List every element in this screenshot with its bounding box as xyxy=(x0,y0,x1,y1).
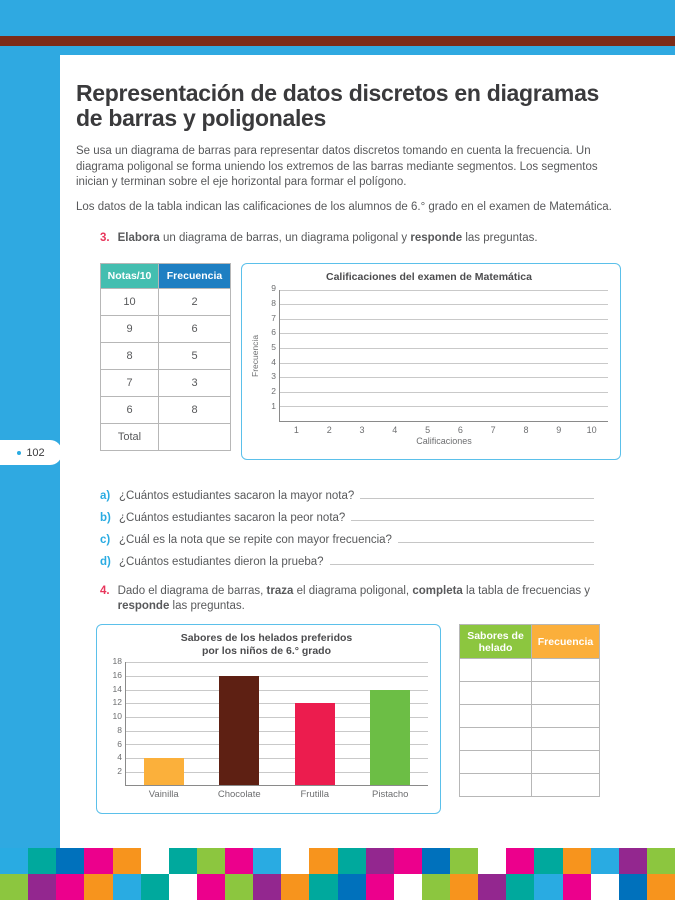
category-label: Chocolate xyxy=(217,789,261,801)
y-tick-label: 8 xyxy=(117,724,122,735)
mosaic-tile xyxy=(450,874,478,900)
grades-chart-y-ticks xyxy=(263,283,279,422)
y-tick-label: 14 xyxy=(112,683,122,694)
gridline xyxy=(280,363,608,364)
mosaic-tile xyxy=(619,874,647,900)
mosaic-tile xyxy=(506,848,534,874)
x-tick-label: 10 xyxy=(586,424,597,435)
page-title-line1: Representación de datos discretos en diagramas xyxy=(76,80,600,106)
mosaic-tile xyxy=(534,848,562,874)
grades-chart-title: Calificaciones del examen de Matemática xyxy=(325,270,532,283)
grades-chart-grid xyxy=(279,290,608,422)
text-segment: completa xyxy=(412,584,463,597)
gridline xyxy=(280,304,608,305)
exercise-3-instruction xyxy=(118,231,538,246)
gridline xyxy=(280,290,608,291)
x-tick-label: 2 xyxy=(326,424,332,435)
table-cell xyxy=(460,659,532,682)
grades-section xyxy=(100,263,659,460)
mosaic-tile xyxy=(591,874,619,900)
exercise-3-number: 3. xyxy=(100,232,110,245)
table-header-row xyxy=(101,263,231,288)
table-cell: 5 xyxy=(159,342,231,369)
text-segment: un diagrama de barras, un diagrama poligonal y xyxy=(159,232,411,245)
mosaic-tile xyxy=(450,848,478,874)
flavors-table-row xyxy=(460,659,600,682)
mosaic-tile xyxy=(28,848,56,874)
flavors-chart-y-ticks xyxy=(105,655,125,786)
exercise-4 xyxy=(100,584,659,615)
flavors-chart-title-line1: Sabores de los helados preferidos xyxy=(180,632,353,645)
y-tick-label: 18 xyxy=(112,655,122,666)
table-cell: 9 xyxy=(101,315,159,342)
mosaic-tile xyxy=(506,874,534,900)
grades-table xyxy=(100,263,231,451)
category-label: Frutilla xyxy=(300,789,329,801)
table-cell: 8 xyxy=(159,396,231,423)
answer-line xyxy=(360,498,594,499)
y-tick-label: 10 xyxy=(112,711,122,722)
grades-table-row xyxy=(101,315,231,342)
mosaic-tile xyxy=(309,874,337,900)
grades-table-row xyxy=(101,396,231,423)
table-header-row xyxy=(460,625,600,659)
x-tick-label: 4 xyxy=(392,424,398,435)
mosaic-tile xyxy=(394,848,422,874)
mosaic-tile xyxy=(141,848,169,874)
category-label: Vainilla xyxy=(148,789,179,801)
mosaic-tile xyxy=(309,848,337,874)
bar-vainilla xyxy=(144,758,184,785)
grades-table-row xyxy=(101,288,231,315)
x-tick-label: 6 xyxy=(457,424,463,435)
mosaic-tile xyxy=(422,848,450,874)
question-text: ¿Cuántos estudiantes sacaron la mayor nota? xyxy=(119,489,355,502)
mosaic-tile xyxy=(56,874,84,900)
mosaic-tile xyxy=(281,848,309,874)
grades-chart xyxy=(241,263,621,460)
flavors-chart xyxy=(96,624,441,814)
gridline xyxy=(280,392,608,393)
gridline xyxy=(280,348,608,349)
y-tick-label: 5 xyxy=(271,341,276,352)
table-header-cell: Frecuencia xyxy=(159,263,231,288)
mosaic-tile xyxy=(28,874,56,900)
text-segment: las preguntas. xyxy=(462,232,538,245)
question-letter: b) xyxy=(100,511,111,524)
x-tick-label: 5 xyxy=(425,424,431,435)
mosaic-tile xyxy=(478,874,506,900)
x-tick-label: 1 xyxy=(293,424,299,435)
text-segment: Elabora xyxy=(117,232,160,245)
text-segment: responde xyxy=(117,599,170,612)
mosaic-tile xyxy=(563,874,591,900)
table-cell: 8 xyxy=(101,342,159,369)
text-segment: Dado el diagrama de barras, xyxy=(117,584,267,597)
page-tab-dot-icon xyxy=(17,451,21,455)
question-text: ¿Cuántos estudiantes dieron la prueba? xyxy=(119,555,324,568)
mosaic-tile xyxy=(366,848,394,874)
mosaic-tile xyxy=(197,848,225,874)
table-cell xyxy=(532,728,600,751)
mosaic-tile xyxy=(253,848,281,874)
mosaic-row xyxy=(0,848,675,874)
mosaic-tile xyxy=(534,874,562,900)
mosaic-tile xyxy=(84,848,112,874)
gridline xyxy=(280,406,608,407)
mosaic-tile xyxy=(338,874,366,900)
y-tick-label: 4 xyxy=(117,752,122,763)
flavors-table-row xyxy=(460,751,600,774)
y-tick-label: 6 xyxy=(117,738,122,749)
mosaic-tile xyxy=(56,848,84,874)
bar-pistacho xyxy=(370,690,410,786)
table-cell xyxy=(532,705,600,728)
table-cell: 6 xyxy=(101,396,159,423)
mosaic-tile xyxy=(619,848,647,874)
flavors-table-row xyxy=(460,705,600,728)
page-title-line2: de barras y poligonales xyxy=(76,104,327,131)
question-letter: c) xyxy=(100,533,111,546)
bar-slot xyxy=(353,662,429,785)
flavors-chart-bars xyxy=(126,662,428,785)
text-segment: responde xyxy=(410,232,463,245)
table-cell: Total xyxy=(101,423,159,450)
table-cell xyxy=(460,728,532,751)
category-label: Pistacho xyxy=(372,789,409,801)
y-tick-label: 6 xyxy=(271,327,276,338)
table-cell xyxy=(460,774,532,797)
mosaic-tile xyxy=(563,848,591,874)
gridline xyxy=(280,377,608,378)
page-title xyxy=(76,81,659,130)
table-cell xyxy=(532,751,600,774)
text-segment: traza xyxy=(266,584,294,597)
mosaic-tile xyxy=(84,874,112,900)
text-segment: las preguntas. xyxy=(169,599,245,612)
table-cell: 3 xyxy=(159,369,231,396)
question-letter: d) xyxy=(100,555,111,568)
table-cell: 10 xyxy=(101,288,159,315)
y-tick-label: 3 xyxy=(271,371,276,382)
mosaic-tile xyxy=(225,848,253,874)
mosaic-tile xyxy=(141,874,169,900)
bar-slot xyxy=(277,662,353,785)
exercise-3 xyxy=(100,231,659,246)
table-cell xyxy=(532,774,600,797)
flavors-chart-plot-area xyxy=(105,655,428,786)
answer-line xyxy=(398,542,594,543)
gridline xyxy=(280,319,608,320)
flavors-chart-title-line2: por los niños de 6.° grado xyxy=(201,645,332,658)
table-cell: 7 xyxy=(101,369,159,396)
mosaic-tile xyxy=(338,848,366,874)
y-tick-label: 2 xyxy=(117,766,122,777)
question-text: ¿Cuál es la nota que se repite con mayor frecuencia? xyxy=(119,533,392,546)
flavors-chart-category-labels xyxy=(126,789,428,800)
grades-chart-x-ticks xyxy=(280,425,608,435)
exercise-4-instruction xyxy=(118,584,616,615)
page-number: 102 xyxy=(26,446,45,459)
table-cell xyxy=(460,751,532,774)
table-header-cell: Sabores de helado xyxy=(460,625,532,659)
y-tick-label: 4 xyxy=(271,356,276,367)
table-cell xyxy=(460,682,532,705)
table-header-cell: Notas/10 xyxy=(101,263,159,288)
grades-chart-plot-area xyxy=(250,283,608,422)
y-tick-label: 1 xyxy=(271,400,276,411)
text-segment: la tabla de frecuencias y xyxy=(462,584,591,597)
page-number-tab xyxy=(0,440,62,465)
y-tick-label: 2 xyxy=(271,385,276,396)
x-tick-label: 8 xyxy=(523,424,529,435)
mosaic-tile xyxy=(197,874,225,900)
question-letter: a) xyxy=(100,489,111,502)
bar-slot xyxy=(126,662,202,785)
questions-list xyxy=(100,480,596,568)
intro-paragraph-1: Se usa un diagrama de barras para representar datos discretos tomando en cuenta la frecuencia. Un diagrama poligonal se forma uniendo los extremos de las barras mediante segmentos. Los segmentos inician y terminan sobre el eje horizontal para formar el polígono. xyxy=(76,145,598,188)
flavors-table-row xyxy=(460,682,600,705)
mosaic-tile xyxy=(253,874,281,900)
answer-line xyxy=(351,520,594,521)
bar-frutilla xyxy=(295,703,335,785)
content-sheet xyxy=(60,55,675,848)
flavors-chart-grid xyxy=(125,662,428,786)
mosaic-tile xyxy=(394,874,422,900)
grades-table-row xyxy=(101,342,231,369)
grades-table-row xyxy=(101,423,231,450)
table-header-cell: Frecuencia xyxy=(532,625,600,659)
grades-chart-x-axis-label: Calificaciones xyxy=(416,435,472,446)
question-row xyxy=(100,502,596,524)
mosaic-tile xyxy=(225,874,253,900)
answer-line xyxy=(330,564,594,565)
grades-chart-y-axis-label: Frecuencia xyxy=(250,334,260,377)
mosaic-tile xyxy=(113,874,141,900)
mosaic-tile xyxy=(169,848,197,874)
mosaic-tile xyxy=(0,874,28,900)
mosaic-tile xyxy=(113,848,141,874)
y-tick-label: 9 xyxy=(271,283,276,294)
table-cell xyxy=(460,705,532,728)
x-tick-label: 3 xyxy=(359,424,365,435)
flavors-section xyxy=(96,624,659,814)
question-row xyxy=(100,480,596,502)
intro-paragraph-2: Los datos de la tabla indican las calificaciones de los alumnos de 6.° grado en el examen de Matemática. xyxy=(76,201,612,214)
flavors-table-row xyxy=(460,728,600,751)
mosaic-tile xyxy=(281,874,309,900)
y-tick-label: 12 xyxy=(112,697,122,708)
mosaic-tile xyxy=(647,874,675,900)
table-cell xyxy=(159,423,231,450)
mosaic-tile xyxy=(169,874,197,900)
mosaic-tile xyxy=(591,848,619,874)
flavors-table-row xyxy=(460,774,600,797)
table-cell: 6 xyxy=(159,315,231,342)
mosaic-tile xyxy=(647,848,675,874)
grades-table-row xyxy=(101,369,231,396)
x-tick-label: 7 xyxy=(490,424,496,435)
text-segment: el diagrama poligonal, xyxy=(293,584,413,597)
x-tick-label: 9 xyxy=(556,424,562,435)
mosaic-tile xyxy=(422,874,450,900)
y-tick-label: 16 xyxy=(112,669,122,680)
y-tick-label: 8 xyxy=(271,297,276,308)
table-cell: 2 xyxy=(159,288,231,315)
mosaic-tile xyxy=(0,848,28,874)
bottom-mosaic xyxy=(0,848,675,900)
bar-slot xyxy=(202,662,278,785)
table-cell xyxy=(532,659,600,682)
exercise-4-number: 4. xyxy=(100,584,110,597)
mosaic-row xyxy=(0,874,675,900)
question-row xyxy=(100,546,596,568)
bar-chocolate xyxy=(219,676,259,785)
question-row xyxy=(100,524,596,546)
flavors-chart-title xyxy=(105,632,428,658)
mosaic-tile xyxy=(366,874,394,900)
mosaic-tile xyxy=(478,848,506,874)
question-text: ¿Cuántos estudiantes sacaron la peor nota? xyxy=(119,511,346,524)
y-tick-label: 7 xyxy=(271,312,276,323)
table-cell xyxy=(532,682,600,705)
flavors-table xyxy=(459,624,600,797)
top-stripe xyxy=(0,36,675,46)
gridline xyxy=(280,333,608,334)
